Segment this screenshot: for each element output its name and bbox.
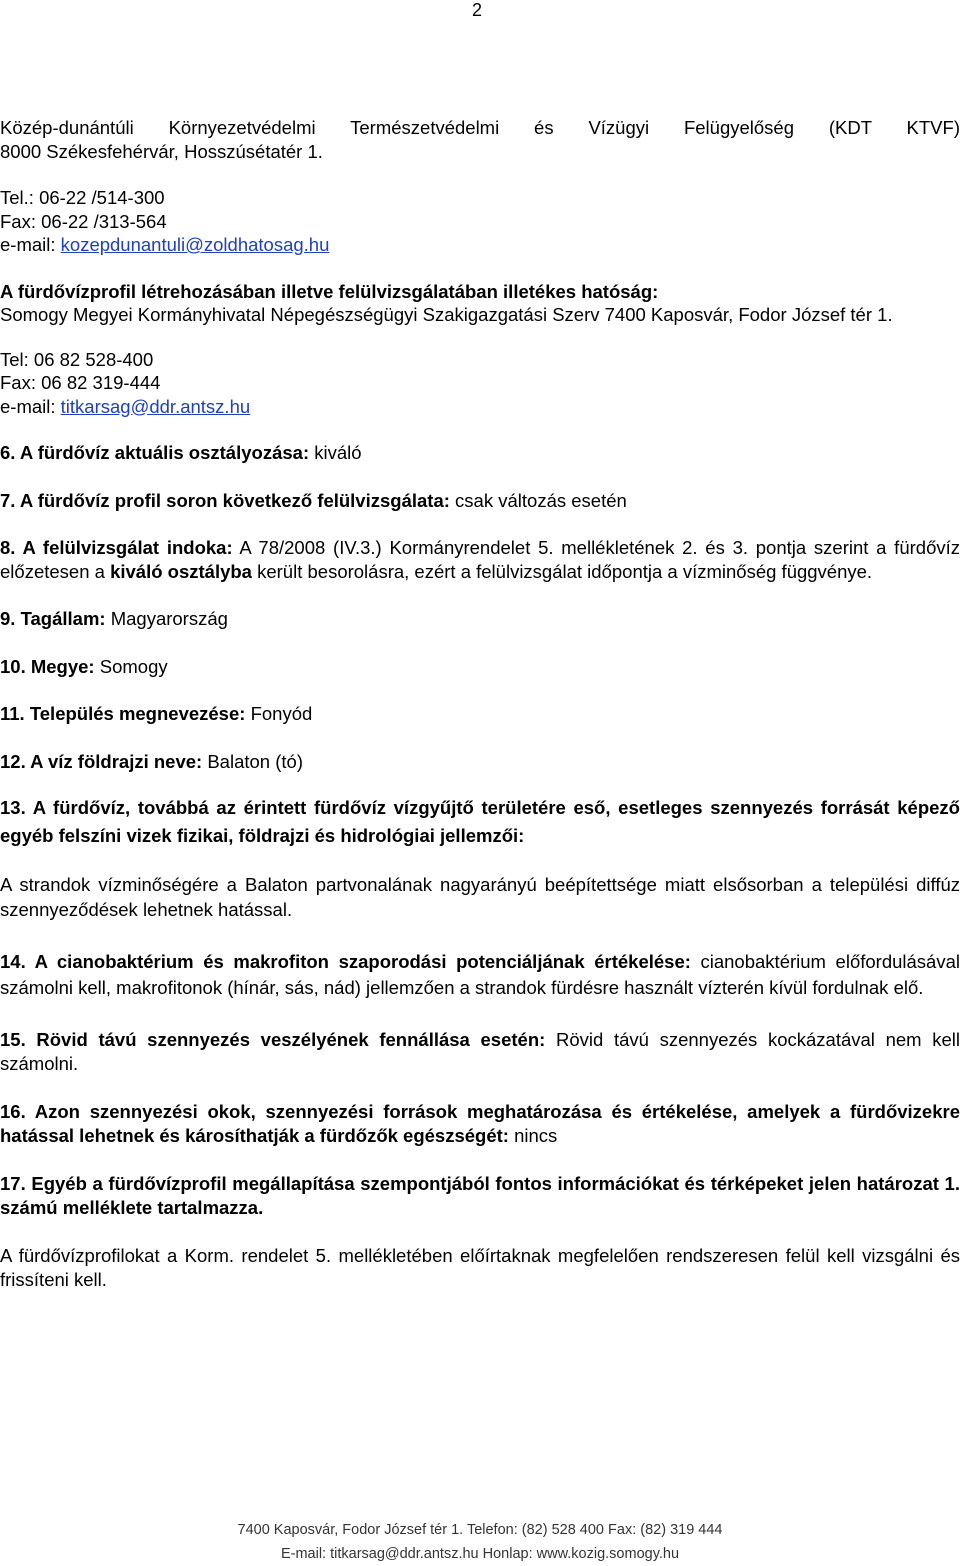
footer-address: 7400 Kaposvár, Fodor József tér 1. Telefon: (82) 528 400 Fax: (82) 319 444 — [237, 1522, 723, 1538]
section-15: 15. Rövid távú szennyezés veszélyének fennállása esetén: Rövid távú szennyezés kockázatával nem kell számolni. — [0, 1029, 960, 1074]
document-body — [0, 116, 960, 1291]
section-11: 11. Település megnevezése: Fonyód — [0, 703, 313, 724]
competent-authority — [0, 280, 960, 419]
section-16: 16. Azon szennyezési okok, szennyezési források meghatározása és értékelése, amelyek a fürdővizekre hatással lehetnek és károsíthatják a fürdőzők egészségét: nincs — [0, 1101, 960, 1146]
competent-email-line — [0, 395, 960, 419]
competent-fax: Fax: 06 82 319-444 — [0, 372, 161, 393]
authority-fax: Fax: 06-22 /313-564 — [0, 210, 167, 232]
authority-tel: Tel.: 06-22 /514-300 — [0, 187, 165, 208]
section-12: 12. A víz földrajzi neve: Balaton (tó) — [0, 750, 303, 772]
authority-name: Közép-dunántúli Környezetvédelmi Természetvédelmi és Vízügyi Felügyelőség (KDT KTVF) — [0, 117, 960, 138]
email-label: e-mail: — [0, 395, 61, 417]
email-label: e-mail: — [0, 234, 61, 255]
competent-tel: Tel: 06 82 528-400 — [0, 348, 154, 370]
competent-name: Somogy Megyei Kormányhivatal Népegészségügyi Szakigazgatási Szerv 7400 Kaposvár, Fodor József tér 1. — [0, 304, 893, 325]
closing-paragraph: A fürdővízprofilokat a Korm. rendelet 5. mellékletében előírtaknak megfelelően rendszeresen felül kell vizsgálni és frissíteni kell. — [0, 1245, 960, 1290]
section-7: 7. A fürdővíz profil soron következő felülvizsgálata: csak változás esetén — [0, 489, 627, 511]
footer-contact: E-mail: titkarsag@ddr.antsz.hu Honlap: www.kozig.somogy.hu — [280, 1546, 680, 1562]
authority-email-link[interactable]: kozepdunantuli@zoldhatosag.hu — [60, 234, 330, 255]
section-14: 14. A cianobaktérium és makrofiton szaporodási potenciáljának értékelése: cianobaktérium előfordulásával számolni kell, makrofitonok (hínár, sás, nád) jellemzően a strandok fürdésre használt vízterén kívül fordulnak elő. — [0, 951, 960, 998]
page-number: 2 — [472, 0, 483, 20]
section-17: 17. Egyéb a fürdővízprofil megállapítása szempontjából fontos információkat és térképeket jelen határozat 1. számú melléklete tartalmazza. — [0, 1173, 960, 1218]
authority-contact — [0, 116, 960, 257]
section-6: 6. A fürdővíz aktuális osztályozása: kiváló — [0, 442, 362, 463]
authority-address: 8000 Székesfehérvár, Hosszúsétatér 1. — [0, 140, 323, 162]
authority-email-line — [0, 233, 960, 257]
section-8: 8. A felülvizsgálat indoka: A 78/2008 (IV.3.) Kormányrendelet 5. mellékletének 2. és 3. pontja szerint a fürdővíz előzetesen a kiváló osztályba került besorolásra, ezért a felülvizsgálat időpontja a vízminőség függvénye. — [0, 537, 960, 582]
section-9: 9. Tagállam: Magyarország — [0, 608, 228, 629]
competent-email-link[interactable]: titkarsag@ddr.antsz.hu — [60, 395, 251, 417]
competent-heading: A fürdővízprofil létrehozásában illetve felülvizsgálatában illetékes hatóság: — [0, 280, 659, 302]
section-10: 10. Megye: Somogy — [0, 655, 168, 677]
section-13-heading: 13. A fürdővíz, továbbá az érintett fürdővíz vízgyűjtő területére eső, esetleges szennyezés forrását képező egyéb felszíni vizek fizikai, földrajzi és hidrológiai jellemzői: — [0, 797, 960, 846]
section-13-text: A strandok vízminőségére a Balaton partvonalának nagyarányú beépítettsége miatt elsősorban a települési diffúz szennyeződések lehetnek hatással. — [0, 874, 960, 920]
